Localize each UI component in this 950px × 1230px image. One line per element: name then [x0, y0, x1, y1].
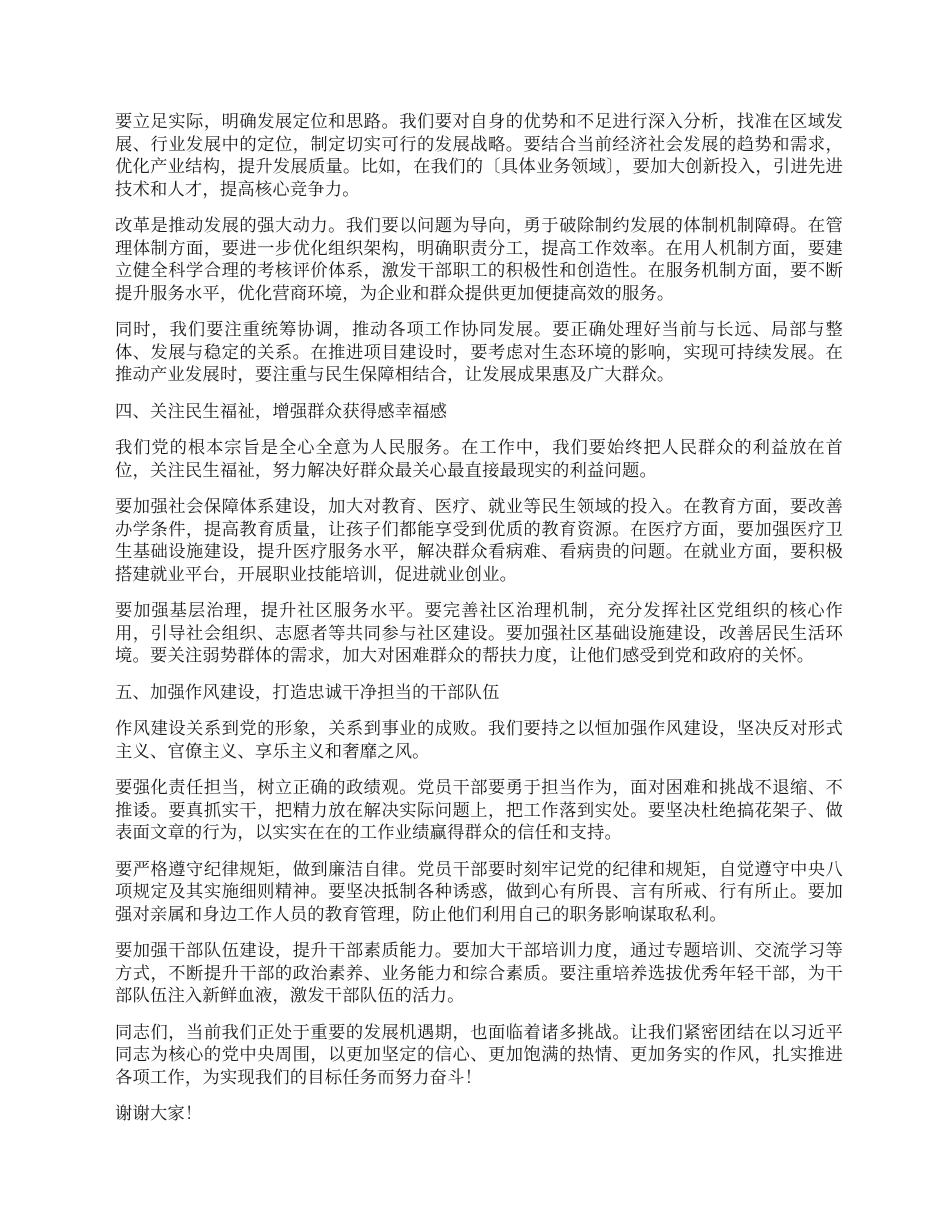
paragraph-thanks: 谢谢大家！ — [115, 1104, 203, 1124]
section-heading-people-welfare: 四、关注民生福祉，增强群众获得感幸福感 — [115, 401, 448, 422]
paragraph-closing-call: 同志们，当前我们正处于重要的发展机遇期，也面临着诸多挑战。让我们紧密团结在以习近平同志为核心的党中央周围，以更加坚定的信心、更加饱满的热情、更加务实的作风，扎实推进各项工作，为实现我们的目标任务而努力奋斗！ — [115, 1022, 843, 1088]
paragraph-cadre-team: 要加强干部队伍建设，提升干部素质能力。要加大干部培训力度，通过专题培训、交流学习等方式，不断提升干部的政治素养、业务能力和综合素质。要注重培养选拔优秀年轻干部，为干部队伍注入新鲜血液，激发干部队伍的活力。 — [115, 941, 843, 1006]
paragraph-discipline: 要严格遵守纪律规矩，做到廉洁自律。党员干部要时刻牢记党的纪律和规矩，自觉遵守中央八项规定及其实施细则精神。要坚决抵制各种诱惑，做到心有所畏、言有所戒、行有所止。要加强对亲属和身边工作人员的教育管理，防止他们利用自己的职务影响谋取私利。 — [115, 859, 843, 925]
paragraph-grassroots-governance: 要加强基层治理，提升社区服务水平。要完善社区治理机制，充分发挥社区党组织的核心作用，引导社会组织、志愿者等共同参与社区建设。要加强社区基础设施建设，改善居民生活环境。要关注弱势群体的需求，加大对困难群众的帮扶力度，让他们感受到党和政府的关怀。 — [115, 601, 843, 666]
paragraph-work-style-intro: 作风建设关系到党的形象，关系到事业的成败。我们要持之以恒加强作风建设，坚决反对形式主义、官僚主义、享乐主义和奢靡之风。 — [115, 719, 843, 762]
section-heading-work-style: 五、加强作风建设，打造忠诚干净担当的干部队伍 — [115, 682, 500, 703]
paragraph-social-security: 要加强社会保障体系建设，加大对教育、医疗、就业等民生领域的投入。在教育方面，要改善办学条件，提高教育质量，让孩子们都能享受到优质的教育资源。在医疗方面，要加强医疗卫生基础设施建设，提升医疗服务水平，解决群众看病难、看病贵的问题。在就业方面，要积极搭建就业平台，开展职业技能培训，促进就业创业。 — [115, 497, 843, 585]
paragraph-reform: 改革是推动发展的强大动力。我们要以问题为导向，勇于破除制约发展的体制机制障碍。在管理体制方面，要进一步优化组织架构，明确职责分工，提高工作效率。在用人机制方面，要建立健全科学合理的考核评价体系，激发干部职工的积极性和创造性。在服务机制方面，要不断提升服务水平，优化营商环境，为企业和群众提供更加便捷高效的服务。 — [115, 216, 843, 304]
paragraph-fundamental-purpose: 我们党的根本宗旨是全心全意为人民服务。在工作中，我们要始终把人民群众的利益放在首位，关注民生福祉，努力解决好群众最关心最直接最现实的利益问题。 — [115, 438, 843, 481]
paragraph-coordination: 同时，我们要注重统筹协调，推动各项工作协同发展。要正确处理好当前与长远、局部与整体、发展与稳定的关系。在推进项目建设时，要考虑对生态环境的影响，实现可持续发展。在推动产业发展时，要注重与民生保障相结合，让发展成果惠及广大群众。 — [115, 320, 843, 385]
paragraph-development-positioning: 要立足实际，明确发展定位和思路。我们要对自身的优势和不足进行深入分析，找准在区域发展、行业发展中的定位，制定切实可行的发展战略。要结合当前经济社会发展的趋势和需求，优化产业结构，提升发展质量。比如，在我们的〔具体业务领域〕，要加大创新投入，引进先进技术和人才，提高核心竞争力。 — [115, 112, 843, 200]
paragraph-responsibility: 要强化责任担当，树立正确的政绩观。党员干部要勇于担当作为，面对困难和挑战不退缩、不推诿。要真抓实干，把精力放在解决实际问题上，把工作落到实处。要坚决杜绝搞花架子、做表面文章的行为，以实实在在的工作业绩赢得群众的信任和支持。 — [115, 778, 843, 843]
document-body — [115, 111, 843, 1140]
